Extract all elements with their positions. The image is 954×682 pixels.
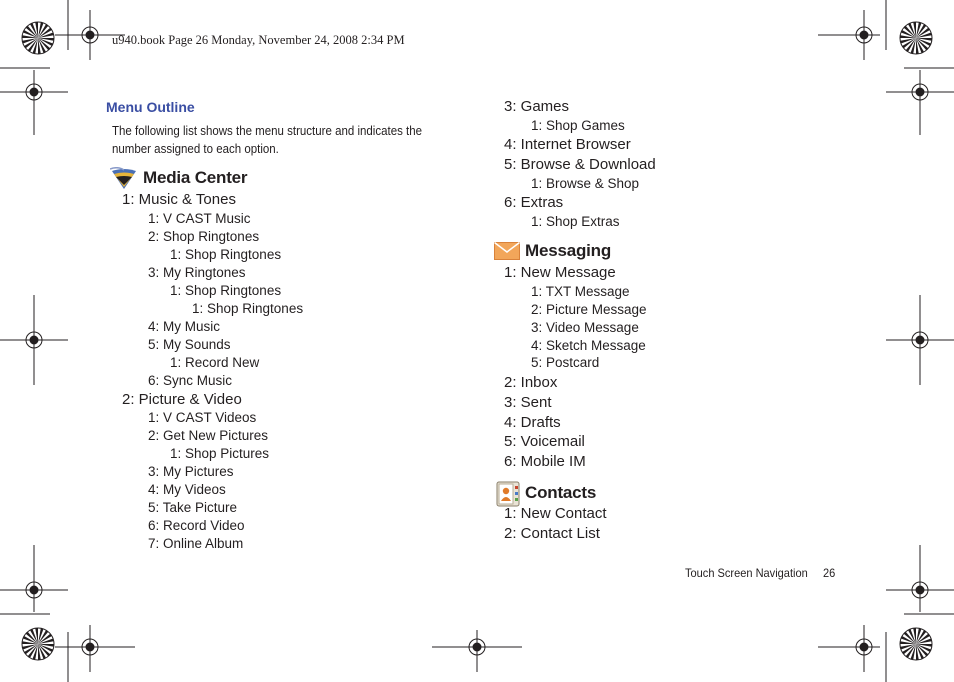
- contacts-heading: Contacts: [525, 483, 597, 502]
- list-item: 2: Contact List: [504, 525, 600, 542]
- list-item: 1: Music & Tones: [122, 191, 236, 208]
- messaging-heading: Messaging: [525, 241, 612, 260]
- list-item: 5: Voicemail: [504, 433, 585, 450]
- list-item: 1: Browse & Shop: [531, 176, 640, 191]
- list-item: 1: Shop Games: [531, 118, 625, 133]
- list-item: 6: Extras: [504, 194, 564, 211]
- list-item: 5: My Sounds: [148, 337, 231, 352]
- list-item: 1: Shop Ringtones: [192, 301, 304, 316]
- list-item: 1: TXT Message: [531, 284, 630, 299]
- list-item: 3: Sent: [504, 394, 552, 411]
- list-item: 3: Games: [504, 98, 570, 115]
- list-item: 2: Picture Message: [531, 302, 647, 317]
- registration-mark-icon: [22, 22, 54, 54]
- list-item: 3: My Ringtones: [148, 265, 246, 280]
- list-item: 4: My Videos: [148, 482, 226, 497]
- list-item: 4: Internet Browser: [504, 136, 631, 153]
- list-item: 3: Video Message: [531, 320, 639, 335]
- list-item: 4: Drafts: [504, 414, 561, 431]
- envelope-icon: [494, 242, 520, 260]
- list-item: 2: Shop Ringtones: [148, 229, 260, 244]
- list-item: 1: Shop Extras: [531, 214, 620, 229]
- list-item: 5: Take Picture: [148, 500, 238, 515]
- list-item: 7: Online Album: [148, 536, 244, 551]
- list-item: 4: Sketch Message: [531, 338, 646, 353]
- list-item: 1: Shop Pictures: [170, 446, 270, 461]
- list-item: 1: Shop Ringtones: [170, 283, 282, 298]
- page-number: 26: [823, 566, 836, 580]
- media-center-icon: [110, 167, 138, 191]
- list-item: 1: New Contact: [504, 505, 607, 522]
- list-item: 2: Inbox: [504, 374, 558, 391]
- registration-mark-icon: [900, 22, 932, 54]
- list-item: 1: Shop Ringtones: [170, 247, 282, 262]
- list-item: 2: Picture & Video: [122, 391, 242, 408]
- list-item: 6: Sync Music: [148, 373, 233, 388]
- media-center-heading: Media Center: [143, 168, 248, 187]
- contacts-book-icon: [496, 481, 520, 507]
- registration-mark-icon: [22, 628, 54, 660]
- list-item: 1: New Message: [504, 264, 616, 281]
- list-item: 5: Browse & Download: [504, 156, 656, 173]
- intro-paragraph: The following list shows the menu structure and indicates the number assigned to each option.: [112, 124, 423, 156]
- list-item: 4: My Music: [148, 319, 221, 334]
- list-item: 1: V CAST Music: [148, 211, 251, 226]
- list-item: 1: V CAST Videos: [148, 410, 257, 425]
- page-slug: u940.book Page 26 Monday, November 24, 2008 2:34 PM: [112, 33, 405, 47]
- list-item: 6: Mobile IM: [504, 453, 586, 470]
- section-title: Menu Outline: [106, 99, 195, 115]
- list-item: 2: Get New Pictures: [148, 428, 269, 443]
- list-item: 6: Record Video: [148, 518, 245, 533]
- registration-mark-icon: [900, 628, 932, 660]
- footer-section-name: Touch Screen Navigation: [685, 566, 808, 580]
- list-item: 3: My Pictures: [148, 464, 234, 479]
- list-item: 5: Postcard: [531, 355, 600, 370]
- list-item: 1: Record New: [170, 355, 260, 370]
